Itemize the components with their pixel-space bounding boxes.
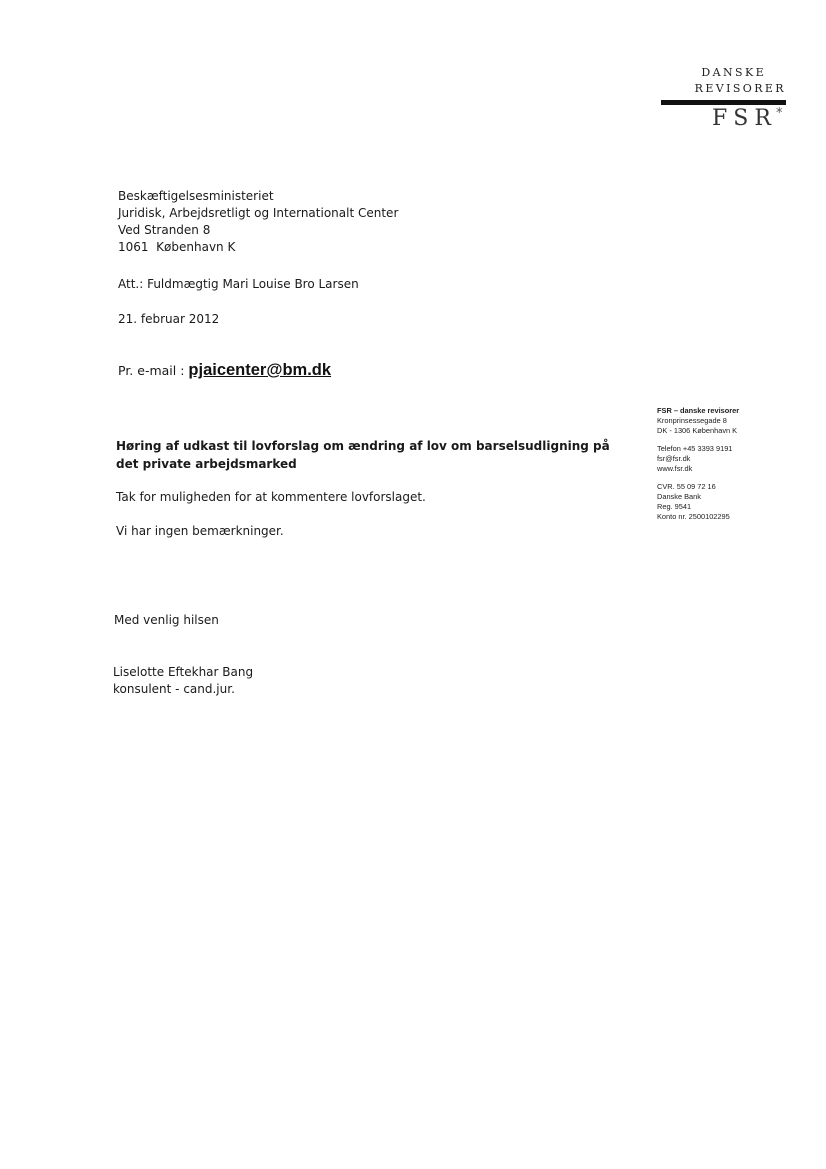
recipient-line-2: Juridisk, Arbejdsretligt og Internationalt Center: [118, 206, 399, 220]
sidebar-email: fsr@fsr.dk: [657, 454, 691, 463]
signature-name: Liselotte Eftekhar Bang: [113, 665, 254, 679]
subject-line-2: det private arbejdsmarked: [116, 457, 297, 471]
recipient-line-1: Beskæftigelsesministeriet: [118, 189, 274, 203]
logo-line-danske: DANSKE: [701, 66, 766, 79]
body-paragraph-2: Vi har ingen bemærkninger.: [116, 524, 284, 538]
email-link[interactable]: pjaicenter@bm.dk: [188, 361, 332, 379]
signature-title: konsulent - cand.jur.: [113, 682, 235, 696]
email-label: Pr. e-mail :: [118, 363, 189, 378]
sidebar-city: DK - 1306 København K: [657, 426, 738, 435]
sidebar-reg: Reg. 9541: [657, 502, 692, 511]
sidebar-account: Konto nr. 2500102295: [657, 512, 730, 521]
subject-heading: [116, 437, 610, 473]
sidebar-web: www.fsr.dk: [657, 464, 693, 473]
logo-star-icon: *: [776, 106, 783, 121]
recipient-line-4: 1061 København K: [118, 240, 236, 254]
sidebar-contact: [657, 406, 739, 522]
attention-line: Att.: Fuldmægtig Mari Louise Bro Larsen: [118, 277, 359, 291]
letter-date: 21. februar 2012: [118, 312, 220, 326]
sidebar-phone: Telefon +45 3393 9191: [657, 444, 733, 453]
logo-line-revisorer: REVISORER: [694, 82, 786, 95]
subject-line-1: Høring af udkast til lovforslag om ændring af lov om barselsudligning på: [116, 439, 610, 453]
fsr-logo: [640, 66, 790, 136]
logo-mark: FSR: [712, 106, 777, 131]
signature-block: [113, 664, 253, 698]
sidebar-street: Kronprinsessegade 8: [657, 416, 727, 425]
sidebar-org: FSR – danske revisorer: [657, 406, 740, 415]
sidebar-cvr: CVR. 55 09 72 16: [657, 482, 716, 491]
closing-salutation: Med venlig hilsen: [114, 613, 219, 627]
body-paragraph-1: Tak for muligheden for at kommentere lovforslaget.: [116, 490, 426, 504]
recipient-line-3: Ved Stranden 8: [118, 223, 211, 237]
email-line: [118, 360, 331, 380]
recipient-address: [118, 188, 398, 256]
sidebar-bank: Danske Bank: [657, 492, 701, 501]
logo-bar: [661, 100, 786, 105]
